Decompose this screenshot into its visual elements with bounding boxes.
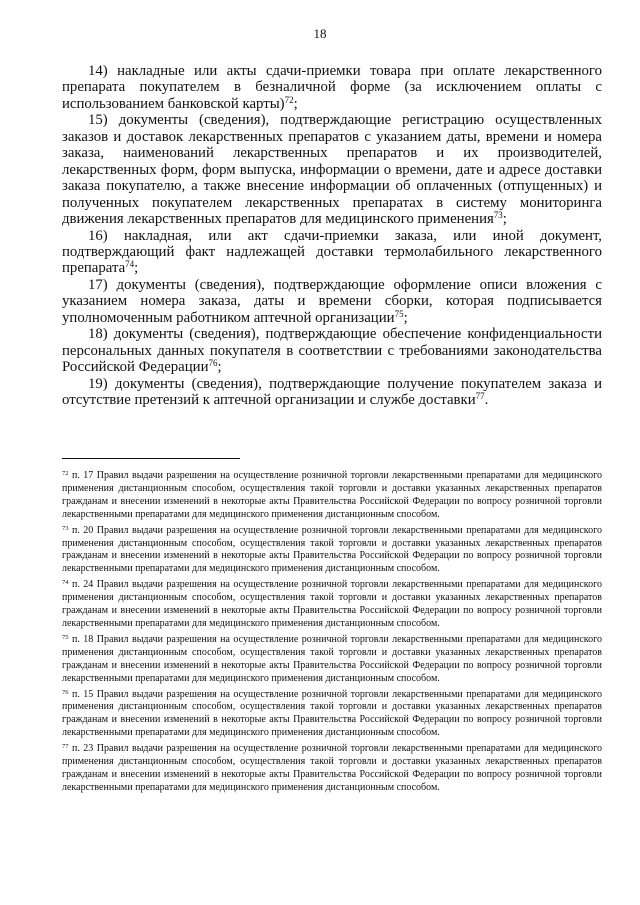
footnote-text: п. 23 Правил выдачи разрешения на осуществление розничной торговли лекарственными препаратами для медицинского применения дистанционным способом, осуществления такой торговли и доставки указанных лекарственных препаратов гражданам и внесении изменений в некоторые акты Правительства Российской Федерации по вопросу розничной торговли лекарственными препаратами для медицинского применения дистанционным способом.: [62, 743, 603, 793]
footnote-text: п. 17 Правил выдачи разрешения на осуществление розничной торговли лекарственными препаратами для медицинского применения дистанционным способом, осуществления такой торговли и доставки указанных лекарственных препаратов гражданам и внесении изменений в некоторые акты Правительства Российской Федерации по вопросу розничной торговли лекарственными препаратами для медицинского применения дистанционным способом.: [62, 470, 603, 520]
footnote-number: 72: [62, 470, 69, 477]
paragraph-item-14: [62, 63, 602, 112]
footnote-number: 75: [62, 633, 69, 641]
paragraph-text: 19) документы (сведения), подтверждающие получение покупателем заказа и отсутствие претензий к аптечной организации и службе доставки: [62, 375, 602, 409]
footnote-ref: 73: [493, 210, 503, 221]
paragraph-punct: ;: [134, 260, 139, 277]
footnotes: [62, 470, 602, 798]
paragraph-item-15: [62, 112, 602, 227]
footnote-text: п. 15 Правил выдачи разрешения на осуществление розничной торговли лекарственными препаратами для медицинского применения дистанционным способом, осуществления такой торговли и доставки указанных лекарственных препаратов гражданам и внесении изменений в некоторые акты Правительства Российской Федерации по вопросу розничной торговли лекарственными препаратами для медицинского применения дистанционным способом.: [62, 688, 603, 739]
footnote-76: [62, 689, 602, 741]
footnote-number: 73: [62, 524, 69, 532]
footnote-number: 76: [62, 688, 69, 696]
footnote-ref: 77: [475, 391, 485, 402]
paragraph-punct: ;: [217, 359, 222, 376]
paragraph-item-17: [62, 277, 602, 326]
paragraph-text: 16) накладная, или акт сдачи-приемки заказа, или иной документ, подтверждающий факт надлежащей доставки термолабильного лекарственного препарата: [62, 227, 602, 277]
footnote-73: [62, 525, 602, 577]
paragraph-text: 15) документы (сведения), подтверждающие регистрацию осуществленных заказов и доставок лекарственных препаратов с указанием даты, времени и номера заказа, наименований лекарственных препаратов и их производителей, лекарственных форм, форм выпуска, информации о времени, дате и адресе доставки заказа покупателю, а также внесение информации об оплаченных (отпущенных) и полученных покупателем лекарственных препаратах в систему мониторинга движения лекарственных препаратов для медицинского применения: [62, 112, 602, 228]
paragraph-punct: .: [484, 392, 489, 409]
paragraph-text: 17) документы (сведения), подтверждающие оформление описи вложения с указанием номера заказа, даты и времени сборки, которая подписывается уполномоченным работником аптечной организации: [62, 276, 602, 326]
paragraph-item-16: [62, 228, 602, 277]
paragraph-text: 18) документы (сведения), подтверждающие обеспечение конфиденциальности персональных данных покупателя в соответствии с требованиями законодательства Российской Федерации: [62, 326, 602, 376]
footnote-number: 77: [62, 743, 69, 751]
footnote-text: п. 20 Правил выдачи разрешения на осуществление розничной торговли лекарственными препаратами для медицинского применения дистанционным способом, осуществления такой торговли и доставки указанных лекарственных препаратов гражданам и внесении изменений в некоторые акты Правительства Российской Федерации по вопросу розничной торговли лекарственными препаратами для медицинского применения дистанционным способом.: [62, 524, 603, 575]
footnote-75: [62, 634, 602, 686]
footnote-77: [62, 743, 602, 795]
paragraph-text: 14) накладные или акты сдачи-приемки товара при оплате лекарственного препарата покупателем в безналичной форме (за исключением оплаты с использованием банковской карты): [62, 63, 602, 112]
footnote-74: [62, 579, 602, 631]
footnote-ref: 76: [208, 358, 218, 369]
footnote-number: 74: [62, 579, 69, 587]
footnote-text: п. 18 Правил выдачи разрешения на осуществление розничной торговли лекарственными препаратами для медицинского применения дистанционным способом, осуществления такой торговли и доставки указанных лекарственных препаратов гражданам и внесении изменений в некоторые акты Правительства Российской Федерации по вопросу розничной торговли лекарственными препаратами для медицинского применения дистанционным способом.: [62, 633, 603, 684]
footnote-text: п. 24 Правил выдачи разрешения на осуществление розничной торговли лекарственными препаратами для медицинского применения дистанционным способом, осуществления такой торговли и доставки указанных лекарственных препаратов гражданам и внесении изменений в некоторые акты Правительства Российской Федерации по вопросу розничной торговли лекарственными препаратами для медицинского применения дистанционным способом.: [62, 579, 603, 629]
page-number: 18: [313, 26, 327, 41]
footnote-ref: 75: [394, 308, 404, 319]
footnote-ref: 72: [284, 94, 294, 105]
footnote-72: [62, 470, 602, 522]
paragraph-punct: ;: [403, 309, 408, 326]
footnote-ref: 74: [125, 259, 135, 270]
paragraph-item-18: [62, 326, 602, 375]
paragraph-item-19: [62, 376, 602, 409]
body-text: [62, 63, 602, 409]
paragraph-punct: ;: [293, 95, 298, 112]
footnote-separator: [62, 458, 240, 459]
paragraph-punct: ;: [502, 211, 507, 228]
